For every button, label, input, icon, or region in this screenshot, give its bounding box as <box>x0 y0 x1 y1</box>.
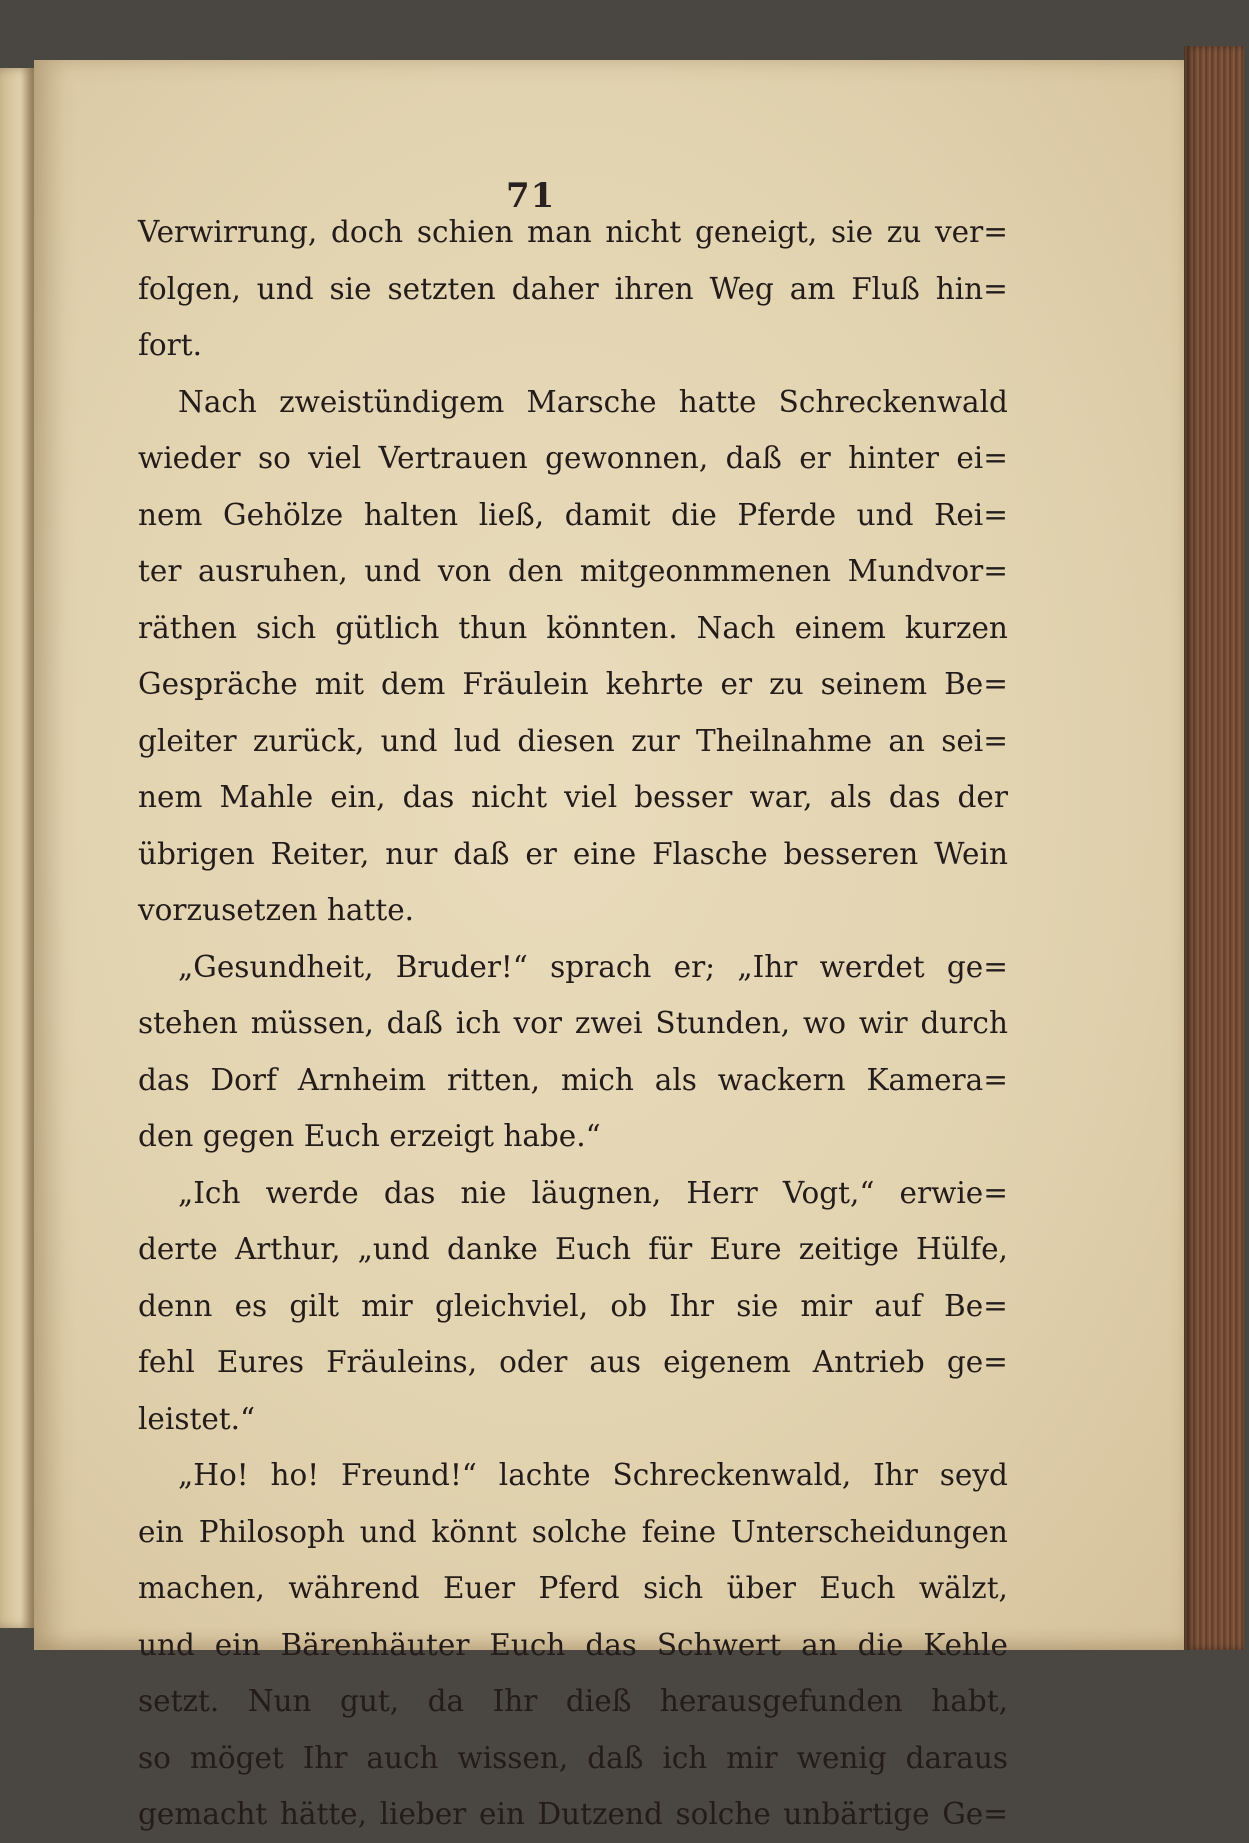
text-line: Nach zweistündigem Marsche hatte Schreckenwald <box>178 384 1008 419</box>
text-line: ein Philosoph und könnt solche feine Unterscheidungen <box>138 1514 1008 1549</box>
text-line: nem Mahle ein, das nicht viel besser war, als das der <box>138 780 1008 814</box>
text-line: vorzusetzen hatte. <box>138 893 415 927</box>
facing-page-edge <box>0 68 34 1628</box>
text-line: und ein Bärenhäuter Euch das Schwert an die Kehle <box>138 1627 1008 1662</box>
text-line: Gespräche mit dem Fräulein kehrte er zu seinem Be= <box>138 667 1008 701</box>
text-line: wieder so viel Vertrauen gewonnen, daß er hinter ei= <box>138 441 1008 475</box>
text-line: derte Arthur, „und danke Euch für Eure zeitige Hülfe, <box>138 1232 1008 1266</box>
text-line: „Ich werde das nie läugnen, Herr Vogt,“ erwie= <box>178 1175 1008 1210</box>
text-line: denn es gilt mir gleichviel, ob Ihr sie mir auf Be= <box>138 1288 1008 1323</box>
text-line: Verwirrung, doch schien man nicht geneigt, sie zu ver= <box>138 215 1008 249</box>
text-line: den gegen Euch erzeigt habe.“ <box>138 1119 601 1153</box>
text-line: so möget Ihr auch wissen, daß ich mir wenig daraus <box>138 1740 1008 1775</box>
text-line: leistet.“ <box>138 1401 256 1436</box>
text-line: gemacht hätte, lieber ein Dutzend solche unbärtige Ge= <box>138 1797 1008 1831</box>
text-line: „Gesundheit, Bruder!“ sprach er; „Ihr werdet ge= <box>178 949 1008 984</box>
text-line: machen, während Euer Pferd sich über Euch wälzt, <box>138 1571 1008 1605</box>
page-number: 71 <box>506 176 556 216</box>
page-block-edge <box>1184 46 1244 1650</box>
text-line: fehl Eures Fräuleins, oder aus eigenem Antrieb ge= <box>138 1345 1008 1379</box>
text-line: „Ho! ho! Freund!“ lachte Schreckenwald, Ihr seyd <box>178 1458 1008 1492</box>
text-line: das Dorf Arnheim ritten, mich als wackern Kamera= <box>138 1062 1008 1097</box>
text-line: nem Gehölze halten ließ, damit die Pferde und Rei= <box>138 497 1008 532</box>
text-line: ter ausruhen, und von den mitgeonmmenen Mundvor= <box>138 554 1008 588</box>
text-line: stehen müssen, daß ich vor zwei Stunden, wo wir durch <box>138 1006 1008 1040</box>
text-line: folgen, und sie setzten daher ihren Weg am Fluß hin= <box>138 271 1008 306</box>
text-line: räthen sich gütlich thun könnten. Nach einem kurzen <box>138 610 1008 645</box>
text-line: fort. <box>138 328 203 362</box>
body-text <box>138 204 1008 1843</box>
text-line: gleiter zurück, und lud diesen zur Theilnahme an sei= <box>138 723 1008 758</box>
text-line: übrigen Reiter, nur daß er eine Flasche besseren Wein <box>138 836 1008 871</box>
text-line: setzt. Nun gut, da Ihr dieß herausgefunden habt, <box>138 1684 1008 1718</box>
